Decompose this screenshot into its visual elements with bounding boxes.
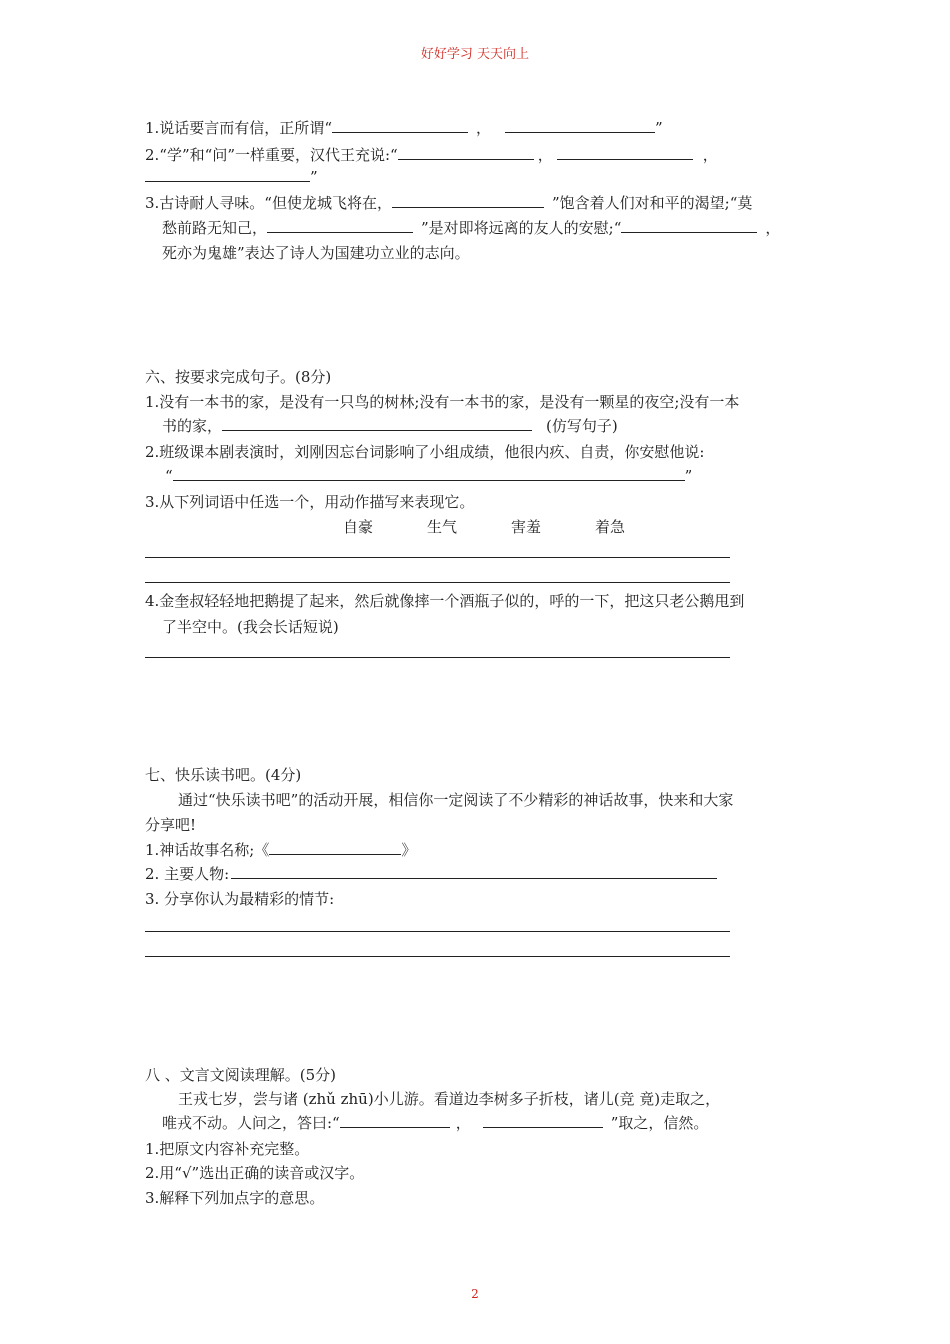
section6-title: 六、按要求完成句子。(8分) (145, 368, 332, 386)
answer-blank[interactable] (398, 145, 534, 160)
s8-passage-line1: 王戎七岁，尝与诸 (zhǔ zhū)小儿游。看道边李树多子折枝，诸儿(竞 竟)走取之， (178, 1090, 721, 1108)
s5-q3-text: ”饱含着人们对和平的渴望;“莫 (551, 194, 753, 212)
s5-q3-text: 愁前路无知己， (162, 219, 268, 237)
s6-q2-open: “ (165, 467, 173, 485)
answer-blank[interactable] (269, 840, 401, 855)
answer-blank[interactable] (621, 218, 757, 233)
s5-q1-sep: ， (475, 119, 491, 137)
s5-q3-line3: 死亦为鬼雄”表达了诗人为国建功立业的志向。 (162, 244, 470, 262)
answer-line[interactable] (145, 657, 730, 658)
s5-q3-line1 (145, 193, 752, 213)
s8-passage-sep: ， (455, 1114, 471, 1132)
answer-line[interactable] (145, 956, 730, 957)
s8-passage-line2 (162, 1113, 708, 1133)
word-option: 着急 (595, 518, 626, 536)
s8-q3: 3.解释下列加点字的意思。 (145, 1189, 325, 1207)
s7-q2 (145, 864, 717, 884)
s6-q1-text: 书的家， (162, 417, 223, 435)
s7-q1-end: 》 (401, 841, 417, 859)
answer-blank[interactable] (557, 145, 693, 160)
s6-q2-close: ” (684, 467, 693, 485)
s7-q3: 3. 分享你认为最精彩的情节: (145, 890, 335, 908)
s5-q3-text: ”是对即将远离的友人的安慰;“ (421, 219, 622, 237)
s5-q2-text: 2.“学”和“问”一样重要，汉代王充说:“ (145, 146, 398, 164)
answer-blank[interactable] (505, 118, 655, 133)
s5-q1-end: ” (655, 119, 663, 137)
s7-q1-text: 1.神话故事名称;《 (145, 841, 270, 859)
s8-q1: 1.把原文内容补充完整。 (145, 1140, 310, 1158)
answer-blank[interactable] (231, 864, 717, 879)
section8-title: 八 、文言文阅读理解。(5分) (145, 1066, 337, 1084)
s5-q2-end: ” (310, 168, 318, 186)
s5-q3-line2 (162, 218, 780, 238)
answer-blank[interactable] (340, 1113, 450, 1128)
s5-q2-cont (145, 167, 318, 187)
s6-q3-words (343, 517, 679, 537)
answer-blank[interactable] (392, 193, 544, 208)
answer-blank[interactable] (145, 167, 310, 182)
s5-q1 (145, 118, 663, 138)
answer-blank[interactable] (332, 118, 468, 133)
answer-blank[interactable] (483, 1113, 603, 1128)
answer-blank[interactable] (173, 466, 685, 481)
s6-q3-line1: 3.从下列词语中任选一个，用动作描写来表现它。 (145, 493, 475, 511)
s6-q1-line1: 1.没有一本书的家，是没有一只鸟的树林;没有一本书的家，是没有一颗星的夜空;没有一本 (145, 393, 740, 411)
answer-blank[interactable] (222, 416, 532, 431)
s6-q1-note: (仿写句子) (546, 417, 618, 435)
s5-q2-sep1: ， (537, 146, 553, 164)
word-option: 害羞 (511, 518, 542, 536)
section7-title: 七、快乐读书吧。(4分) (145, 766, 302, 784)
s8-q2: 2.用“√”选出正确的读音或汉字。 (145, 1164, 365, 1182)
s5-q2-sep2: ， (702, 146, 718, 164)
s6-q4-line1: 4.金奎叔轻轻地把鹅提了起来，然后就像摔一个酒瓶子似的，呼的一下，把这只老公鹅甩到 (145, 592, 745, 610)
s6-q2-line1: 2.班级课本剧表演时，刘刚因忘台词影响了小组成绩，他很内疚、自责，你安慰他说: (145, 443, 705, 461)
s7-paragraph-line1: 通过“快乐读书吧”的活动开展，相信你一定阅读了不少精彩的神话故事，快来和大家 (178, 791, 734, 809)
s8-passage-text: ”取之，信然。 (610, 1114, 709, 1132)
answer-line[interactable] (145, 582, 730, 583)
answer-line[interactable] (145, 557, 730, 558)
s5-q2 (145, 145, 718, 165)
s6-q1-line2 (162, 416, 618, 436)
page-number: 2 (471, 1287, 479, 1301)
page-header: 好好学习 天天向上 (420, 47, 530, 62)
s7-q1 (145, 840, 416, 860)
s6-q2-line2 (165, 466, 692, 486)
word-option: 生气 (427, 518, 458, 536)
s5-q1-text: 1.说话要言而有信，正所谓“ (145, 119, 332, 137)
answer-blank[interactable] (267, 218, 413, 233)
s8-passage-text: 唯戎不动。人问之，答曰:“ (162, 1114, 340, 1132)
s7-q2-text: 2. 主要人物: (145, 865, 230, 883)
answer-line[interactable] (145, 931, 730, 932)
s6-q4-line2: 了半空中。(我会长话短说) (162, 618, 339, 636)
s5-q3-text: 3.古诗耐人寻味。“但使龙城飞将在， (145, 194, 392, 212)
s7-paragraph-line2: 分享吧! (145, 816, 197, 834)
word-option: 自豪 (343, 518, 374, 536)
s5-q3-sep: ， (765, 219, 781, 237)
